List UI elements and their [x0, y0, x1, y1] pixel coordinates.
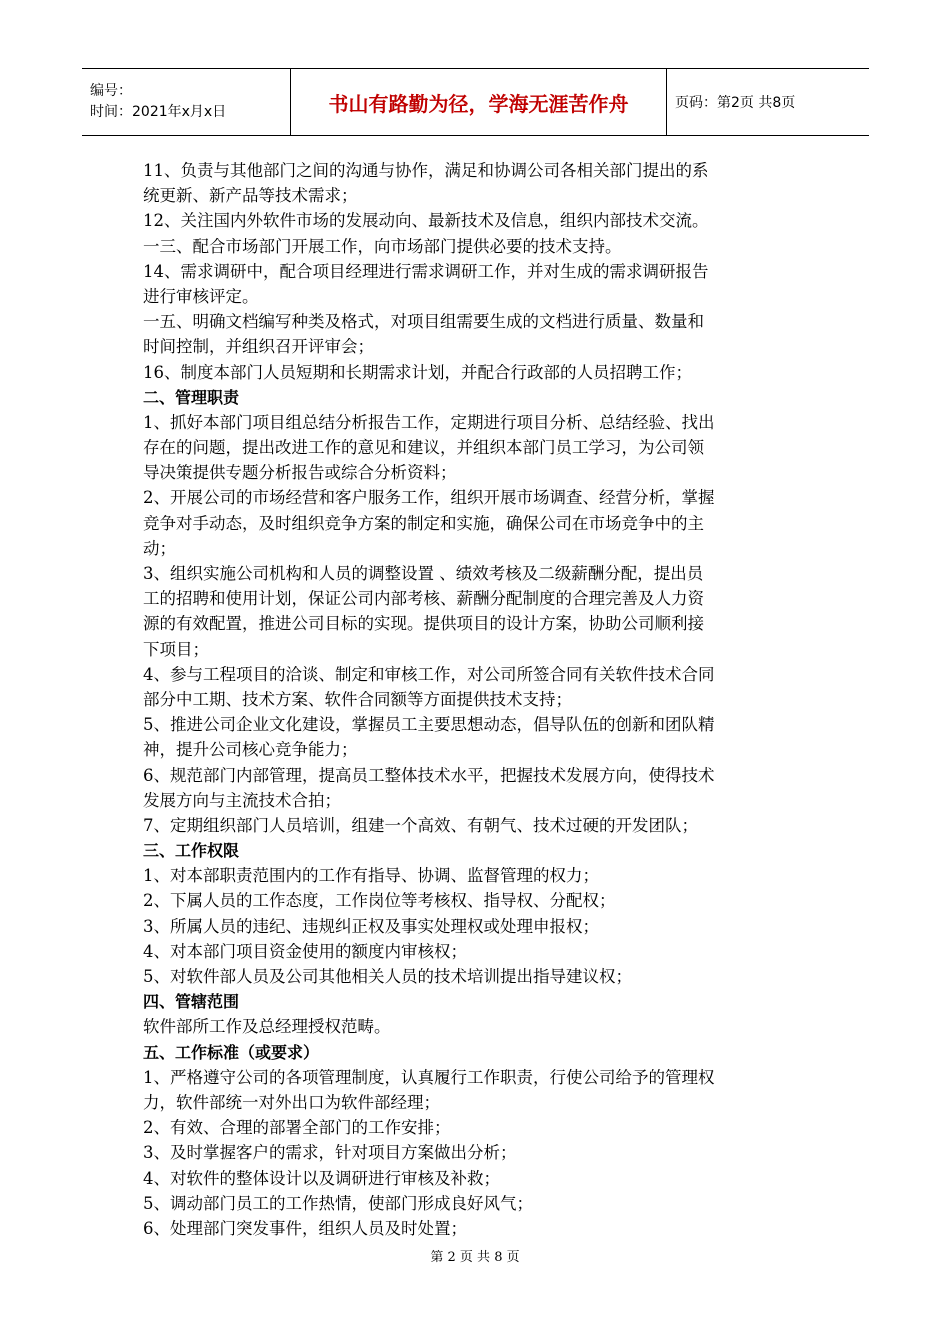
- body-line: 时间控制，并组织召开评审会；: [143, 337, 374, 357]
- code-label: 编号：: [90, 83, 132, 99]
- header-meta: [82, 69, 290, 135]
- body-line: 下项目；: [143, 639, 209, 659]
- body-line: 力，软件部统一对外出口为软件部经理；: [143, 1092, 440, 1112]
- body-line: 1、抓好本部门项目组总结分析报告工作，定期进行项目分析、总结经验、找出: [143, 412, 715, 432]
- body-line: 工的招聘和使用计划，保证公司内部考核、薪酬分配制度的合理完善及人力资: [143, 589, 704, 609]
- body-line: 存在的问题，提出改进工作的意见和建议，并组织本部门员工学习，为公司领: [143, 438, 704, 458]
- body-line: 一三、配合市场部门开展工作，向市场部门提供必要的技术支持。: [143, 236, 622, 256]
- body-line: 一五、明确文档编写种类及格式，对项目组需要生成的文档进行质量、数量和: [143, 312, 704, 332]
- body-line: 部分中工期、技术方案、软件合同额等方面提供技术支持；: [143, 689, 572, 709]
- page-footer: 第 2 页 共 8 页: [430, 1250, 520, 1265]
- body-line: 2、有效、合理的部署全部门的工作安排；: [143, 1118, 451, 1138]
- body-line: 12、关注国内外软件市场的发展动向、最新技术及信息，组织内部技术交流。: [143, 211, 709, 231]
- body-line: 2、下属人员的工作态度，工作岗位等考核权、指导权、分配权；: [143, 891, 616, 911]
- body-line: 5、推进公司企业文化建设，掌握员工主要思想动态，倡导队伍的创新和团队精: [143, 715, 715, 735]
- body-line: 4、对本部门项目资金使用的额度内审核权；: [143, 941, 467, 961]
- body-line: 2、开展公司的市场经营和客户服务工作，组织开展市场调查、经营分析，掌握: [143, 488, 715, 508]
- body-line: 软件部所工作及总经理授权范畴。: [143, 1017, 391, 1037]
- page-info-cell: [667, 69, 869, 135]
- motto-text: 书山有路勤为径，学海无涯苦作舟: [328, 91, 629, 116]
- body-line: 11、负责与其他部门之间的沟通与协作，满足和协调公司各相关部门提出的系: [143, 161, 709, 180]
- body-line: 7、定期组织部门人员培训，组建一个高效、有朝气、技术过硬的开发团队；: [143, 815, 698, 835]
- body-line: 3、及时掌握客户的需求，针对项目方案做出分析；: [143, 1143, 517, 1163]
- body-line: 发展方向与主流技术合拍；: [143, 790, 341, 810]
- body-line: 14、需求调研中，配合项目经理进行需求调研工作，并对生成的需求调研报告: [143, 261, 709, 281]
- body-line: 竞争对手动态，及时组织竞争方案的制定和实施，确保公司在市场竞争中的主: [143, 513, 704, 533]
- section-heading: 二、管理职责: [143, 387, 240, 407]
- body-line: 1、严格遵守公司的各项管理制度，认真履行工作职责，行使公司给予的管理权: [143, 1067, 715, 1087]
- section-heading: 五、工作标准（或要求）: [143, 1042, 320, 1062]
- motto-cell: [290, 69, 667, 135]
- body-line: 神，提升公司核心竞争能力；: [143, 740, 358, 760]
- body-line: 4、参与工程项目的洽谈、制定和审核工作，对公司所签合同有关软件技术合同: [143, 664, 715, 684]
- page-info: 页码：第2页 共8页: [675, 95, 796, 111]
- body-line: 源的有效配置，推进公司目标的实现。提供项目的设计方案，协助公司顺利接: [143, 614, 704, 634]
- body-line: 3、组织实施公司机构和人员的调整设置 、绩效考核及二级薪酬分配，提出员: [143, 564, 704, 583]
- body-line: 统更新、新产品等技术需求；: [143, 186, 358, 206]
- section-heading: 四、管辖范围: [143, 992, 240, 1012]
- body-line: 6、规范部门内部管理，提高员工整体技术水平，把握技术发展方向，使得技术: [143, 765, 715, 785]
- time-label: 时间：2021年x月x日: [90, 104, 227, 120]
- body-line: 1、对本部职责范围内的工作有指导、协调、监督管理的权力；: [143, 866, 599, 886]
- body-line: 导决策提供专题分析报告或综合分析资料；: [143, 463, 457, 483]
- section-heading: 三、工作权限: [143, 841, 240, 861]
- body-line: 5、对软件部人员及公司其他相关人员的技术培训提出指导建议权；: [143, 967, 632, 986]
- body-line: 6、处理部门突发事件，组织人员及时处置；: [143, 1218, 467, 1238]
- body-line: 3、所属人员的违纪、违规纠正权及事实处理权或处理申报权；: [143, 916, 599, 936]
- body-line: 进行审核评定。: [143, 286, 259, 306]
- document-body: [143, 158, 811, 1241]
- page-header: [82, 68, 869, 136]
- body-line: 4、对软件的整体设计以及调研进行审核及补救；: [143, 1168, 500, 1188]
- body-line: 5、调动部门员工的工作热情，使部门形成良好风气；: [143, 1193, 533, 1213]
- body-line: 16、制度本部门人员短期和长期需求计划，并配合行政部的人员招聘工作；: [143, 362, 692, 382]
- body-line: 动；: [143, 538, 176, 558]
